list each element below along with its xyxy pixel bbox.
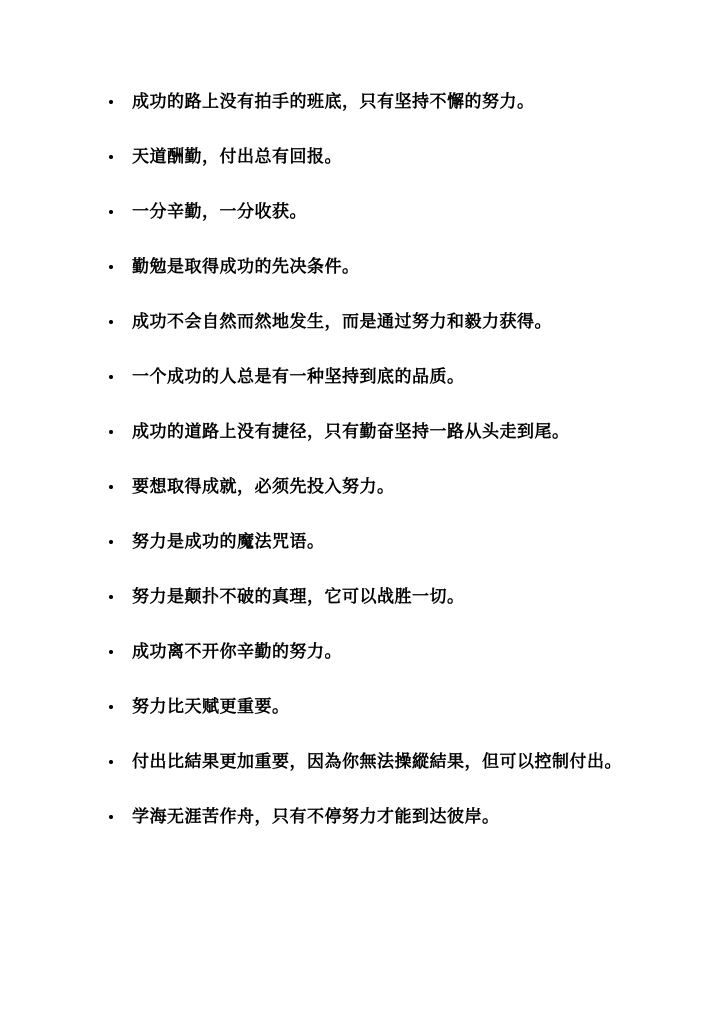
- list-item: [109, 304, 629, 341]
- bullet-icon: [109, 100, 113, 104]
- quote-text: 付出比結果更加重要，因為你無法操縱結果，但可以控制付出。: [132, 752, 622, 772]
- quote-text: 勤勉是取得成功的先决条件。: [132, 257, 360, 277]
- bullet-icon: [109, 430, 113, 434]
- bullet-icon: [109, 210, 113, 214]
- list-item: [109, 139, 629, 176]
- quote-text: 成功不会自然而然地发生，而是通过努力和毅力获得。: [132, 312, 552, 332]
- quote-text: 努力比天赋更重要。: [132, 697, 290, 717]
- list-item: [109, 359, 629, 396]
- bullet-icon: [109, 485, 113, 489]
- bullet-icon: [109, 540, 113, 544]
- list-item: [109, 84, 629, 121]
- list-item: [109, 799, 629, 836]
- list-item: [109, 634, 629, 671]
- bullet-icon: [109, 265, 113, 269]
- quote-text: 成功的道路上没有捷径，只有勤奋坚持一路从头走到尾。: [132, 422, 570, 442]
- bullet-icon: [109, 320, 113, 324]
- list-item: [109, 744, 629, 781]
- quote-text: 成功的路上没有拍手的班底，只有坚持不懈的努力。: [132, 92, 535, 112]
- list-item: [109, 524, 629, 561]
- quote-text: 努力是颠扑不破的真理，它可以战胜一切。: [132, 587, 465, 607]
- bullet-icon: [109, 650, 113, 654]
- quote-text: 努力是成功的魔法咒语。: [132, 532, 325, 552]
- quote-list: [109, 84, 629, 854]
- quote-text: 成功离不开你辛勤的努力。: [132, 642, 342, 662]
- list-item: [109, 414, 629, 451]
- quote-text: 一个成功的人总是有一种坚持到底的品质。: [132, 367, 465, 387]
- quote-text: 天道酬勤，付出总有回报。: [132, 147, 342, 167]
- list-item: [109, 469, 629, 506]
- bullet-icon: [109, 595, 113, 599]
- bullet-icon: [109, 155, 113, 159]
- list-item: [109, 689, 629, 726]
- bullet-icon: [109, 705, 113, 709]
- list-item: [109, 249, 629, 286]
- list-item: [109, 194, 629, 231]
- quote-text: 一分辛勤，一分收获。: [132, 202, 307, 222]
- bullet-icon: [109, 760, 113, 764]
- quote-text: 要想取得成就，必须先投入努力。: [132, 477, 395, 497]
- quote-text: 学海无涯苦作舟，只有不停努力才能到达彼岸。: [132, 807, 500, 827]
- list-item: [109, 579, 629, 616]
- bullet-icon: [109, 375, 113, 379]
- bullet-icon: [109, 815, 113, 819]
